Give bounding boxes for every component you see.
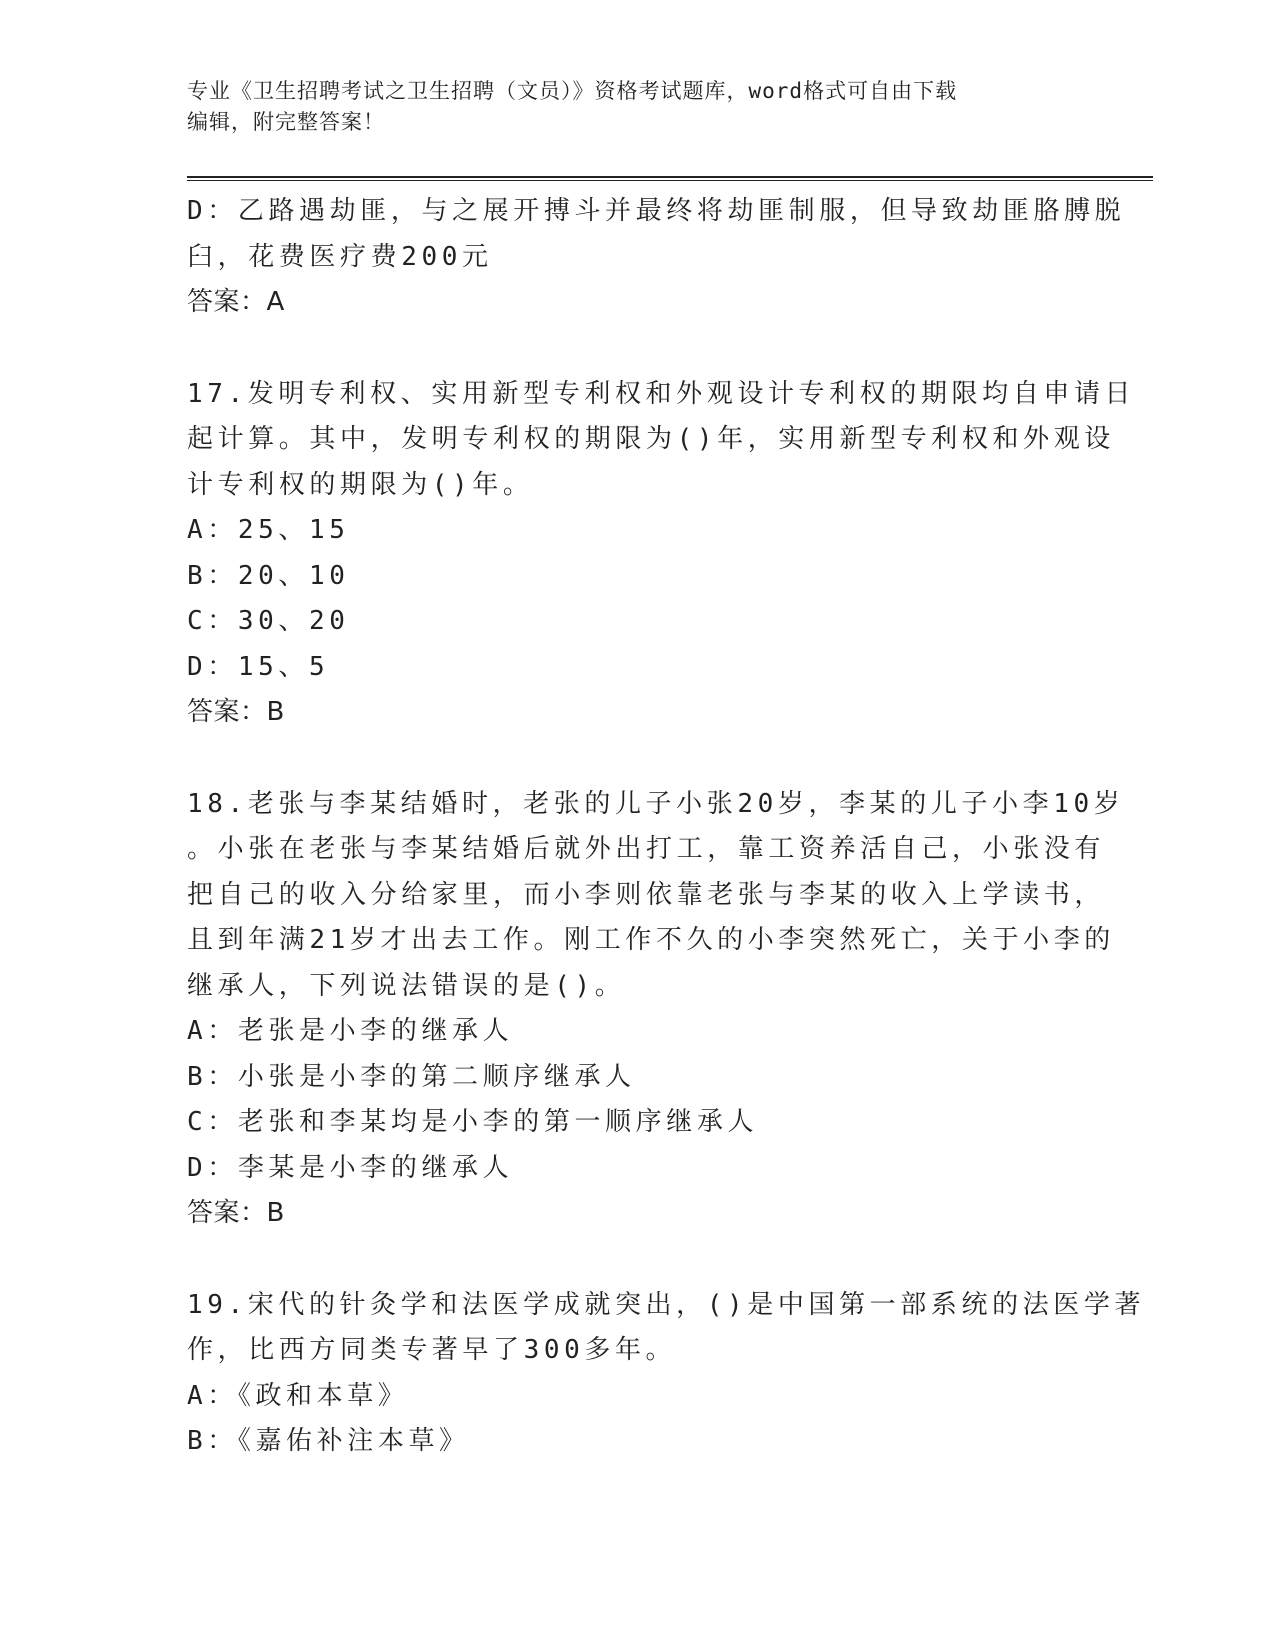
- question-stem-line: 继承人，下列说法错误的是()。: [187, 970, 626, 1001]
- question-stem-line: 作，比西方同类专著早了300多年。: [187, 1335, 677, 1365]
- page-content: [187, 189, 1146, 1465]
- question-stem-line: 18.老张与李某结婚时，老张的儿子小张20岁，李某的儿子小李10岁: [187, 788, 1125, 819]
- option-c: C：老张和李某均是小李的第一顺序继承人: [187, 1107, 759, 1137]
- spacer: [187, 1237, 1087, 1283]
- option-b: B：小张是小李的第二顺序继承人: [187, 1061, 636, 1092]
- option-b: B：《嘉佑补注本草》: [187, 1426, 470, 1456]
- option-a: A：25、15: [187, 515, 350, 545]
- option-a: A：《政和本草》: [187, 1380, 409, 1411]
- question-18: [187, 782, 1125, 1237]
- option-a: A：老张是小李的继承人: [187, 1016, 514, 1046]
- option-d-line-1: D：乙路遇劫匪，与之展开搏斗并最终将劫匪制服，但导致劫匪胳膊脱: [187, 196, 1126, 226]
- question-stem-line: 起计算。其中，发明专利权的期限为()年，实用新型专利权和外观设: [187, 424, 1115, 454]
- header-line-2: 编辑，附完整答案！: [187, 110, 385, 134]
- option-c: C：30、20: [187, 606, 350, 636]
- question-19: [187, 1283, 1146, 1465]
- question-stem-line: 且到年满21岁才出去工作。刚工作不久的小李突然死亡，关于小李的: [187, 925, 1115, 955]
- header-line-1: 专业《卫生招聘考试之卫生招聘（文员）》资格考试题库，word格式可自由下载: [187, 79, 958, 103]
- answer-label: 答案：A: [187, 287, 285, 317]
- question-17: [187, 372, 1136, 736]
- answer-label: 答案：B: [187, 1198, 285, 1228]
- question-stem-line: 计专利权的期限为()年。: [187, 469, 534, 500]
- question-stem-line: 19.宋代的针灸学和法医学成就突出，()是中国第一部系统的法医学著: [187, 1289, 1146, 1320]
- question-stem-line: 17.发明专利权、实用新型专利权和外观设计专利权的期限均自申请日: [187, 378, 1136, 409]
- header-divider-thin: [187, 180, 1153, 181]
- header-divider-thick: [187, 176, 1153, 178]
- spacer: [187, 736, 1087, 782]
- question-stem-line: 把自己的收入分给家里，而小李则依靠老张与李某的收入上学读书，: [187, 879, 1106, 910]
- question-16-tail: [187, 189, 1126, 326]
- option-d: D：李某是小李的继承人: [187, 1152, 514, 1183]
- spacer: [187, 326, 1087, 372]
- page-header: [187, 76, 1067, 138]
- option-b: B：20、10: [187, 560, 350, 591]
- question-stem-line: 。小张在老张与李某结婚后就外出打工，靠工资养活自己，小张没有: [187, 834, 1106, 864]
- answer-label: 答案：B: [187, 697, 285, 727]
- option-d: D：15、5: [187, 651, 330, 682]
- option-d-line-2: 臼，花费医疗费200元: [187, 241, 493, 272]
